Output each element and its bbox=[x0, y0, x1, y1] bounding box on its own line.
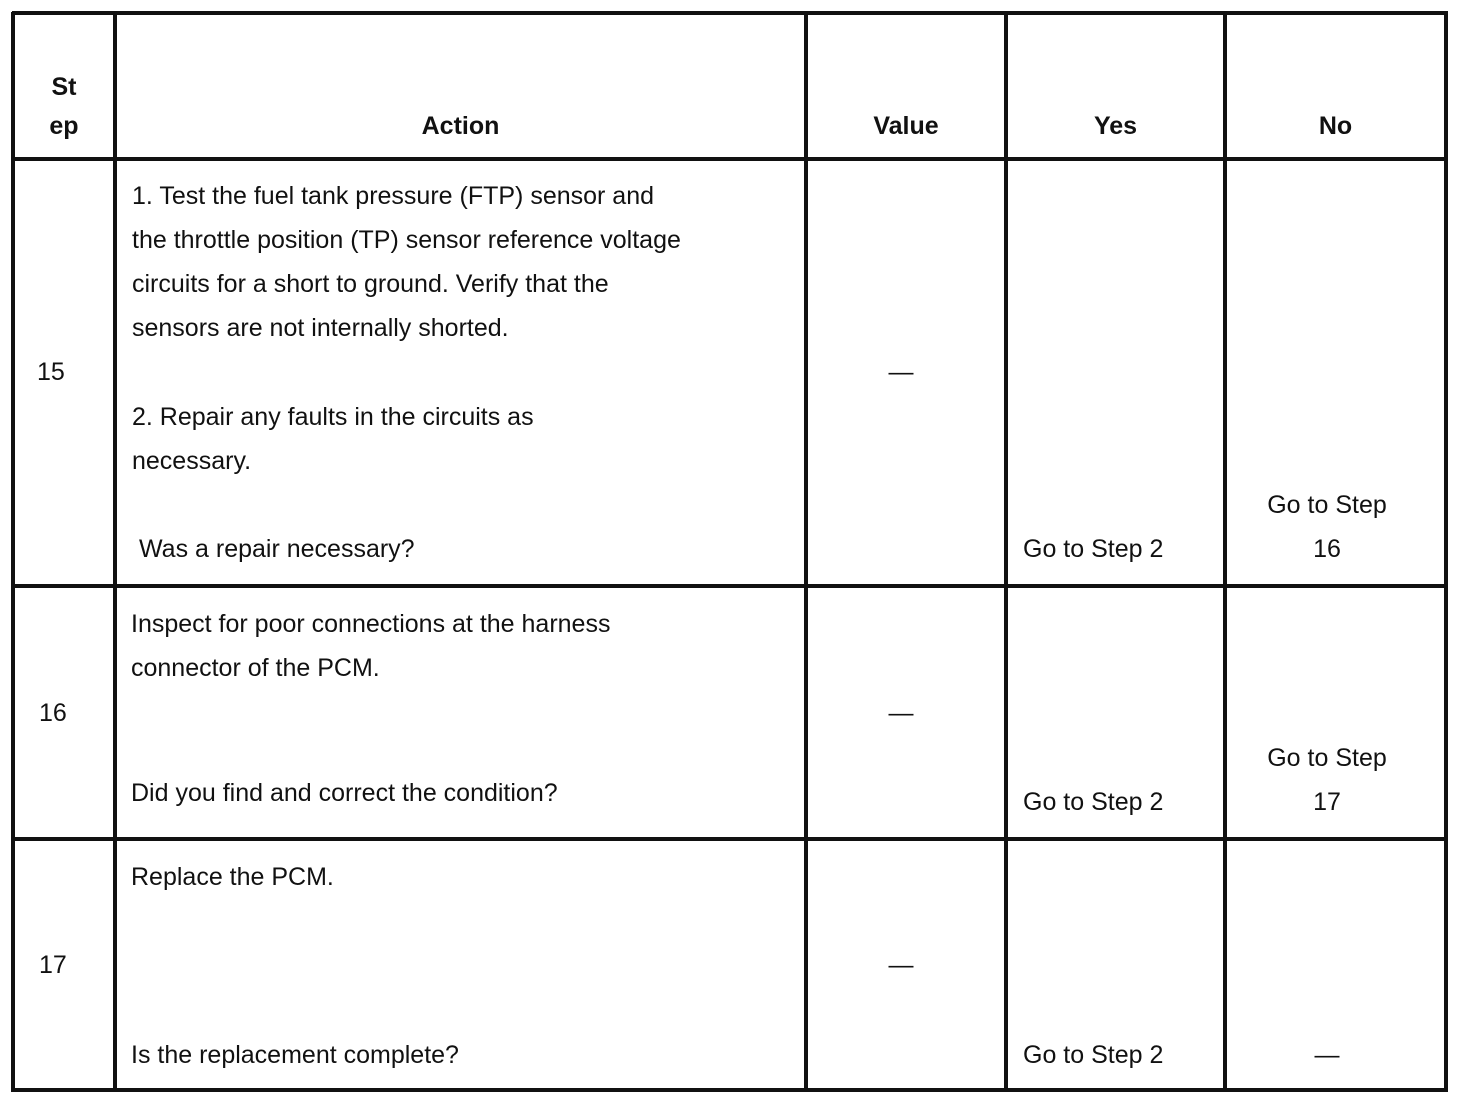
header-step-line2: ep bbox=[49, 112, 79, 140]
row-divider bbox=[12, 584, 1448, 588]
value-cell: — bbox=[888, 699, 914, 727]
no-cell bbox=[1227, 483, 1427, 571]
action-line: 1. Test the fuel tank pressure (FTP) sensor and bbox=[132, 182, 655, 210]
action-text bbox=[132, 395, 534, 483]
header-no: No bbox=[1318, 112, 1353, 140]
header-divider bbox=[12, 157, 1448, 161]
no-cell-line2: 17 bbox=[1313, 788, 1341, 816]
header-yes: Yes bbox=[1093, 112, 1138, 140]
action-question: Is the replacement complete? bbox=[131, 1041, 459, 1069]
action-line: necessary. bbox=[132, 447, 252, 475]
table-border-right bbox=[1444, 12, 1448, 1092]
header-step-line1: St bbox=[51, 73, 77, 101]
action-question: Did you find and correct the condition? bbox=[131, 779, 558, 807]
yes-cell: Go to Step 2 bbox=[1023, 535, 1164, 563]
row-divider bbox=[12, 837, 1448, 841]
no-cell-line2: 16 bbox=[1313, 535, 1341, 563]
table-border-top bbox=[12, 11, 1448, 15]
table-border-bottom bbox=[12, 1088, 1448, 1092]
action-line: circuits for a short to ground. Verify that the bbox=[132, 270, 609, 298]
action-line: connector of the PCM. bbox=[131, 654, 380, 682]
yes-cell: Go to Step 2 bbox=[1023, 1041, 1164, 1069]
header-action: Action bbox=[421, 112, 500, 140]
header-step bbox=[15, 68, 113, 146]
action-line: sensors are not internally shorted. bbox=[132, 314, 509, 342]
action-text bbox=[131, 602, 610, 690]
action-line: 2. Repair any faults in the circuits as bbox=[132, 403, 534, 431]
no-cell-line1: Go to Step bbox=[1267, 744, 1387, 772]
column-divider bbox=[1004, 12, 1008, 1092]
column-divider bbox=[113, 12, 117, 1092]
column-divider bbox=[804, 12, 808, 1092]
action-question: Was a repair necessary? bbox=[139, 535, 415, 563]
action-text: Replace the PCM. bbox=[131, 863, 334, 891]
value-cell: — bbox=[888, 358, 914, 386]
action-line: Inspect for poor connections at the harness bbox=[131, 610, 611, 638]
table-border-left bbox=[11, 12, 15, 1092]
no-cell-line1: Go to Step bbox=[1267, 491, 1387, 519]
value-cell: — bbox=[888, 951, 914, 979]
action-text bbox=[132, 174, 681, 350]
no-cell bbox=[1227, 736, 1427, 824]
yes-cell: Go to Step 2 bbox=[1023, 788, 1164, 816]
step-number: 15 bbox=[37, 358, 65, 386]
action-line: the throttle position (TP) sensor reference voltage bbox=[132, 226, 681, 254]
no-cell: — bbox=[1314, 1041, 1340, 1069]
step-number: 17 bbox=[39, 951, 67, 979]
header-value: Value bbox=[873, 112, 939, 140]
step-number: 16 bbox=[39, 699, 67, 727]
